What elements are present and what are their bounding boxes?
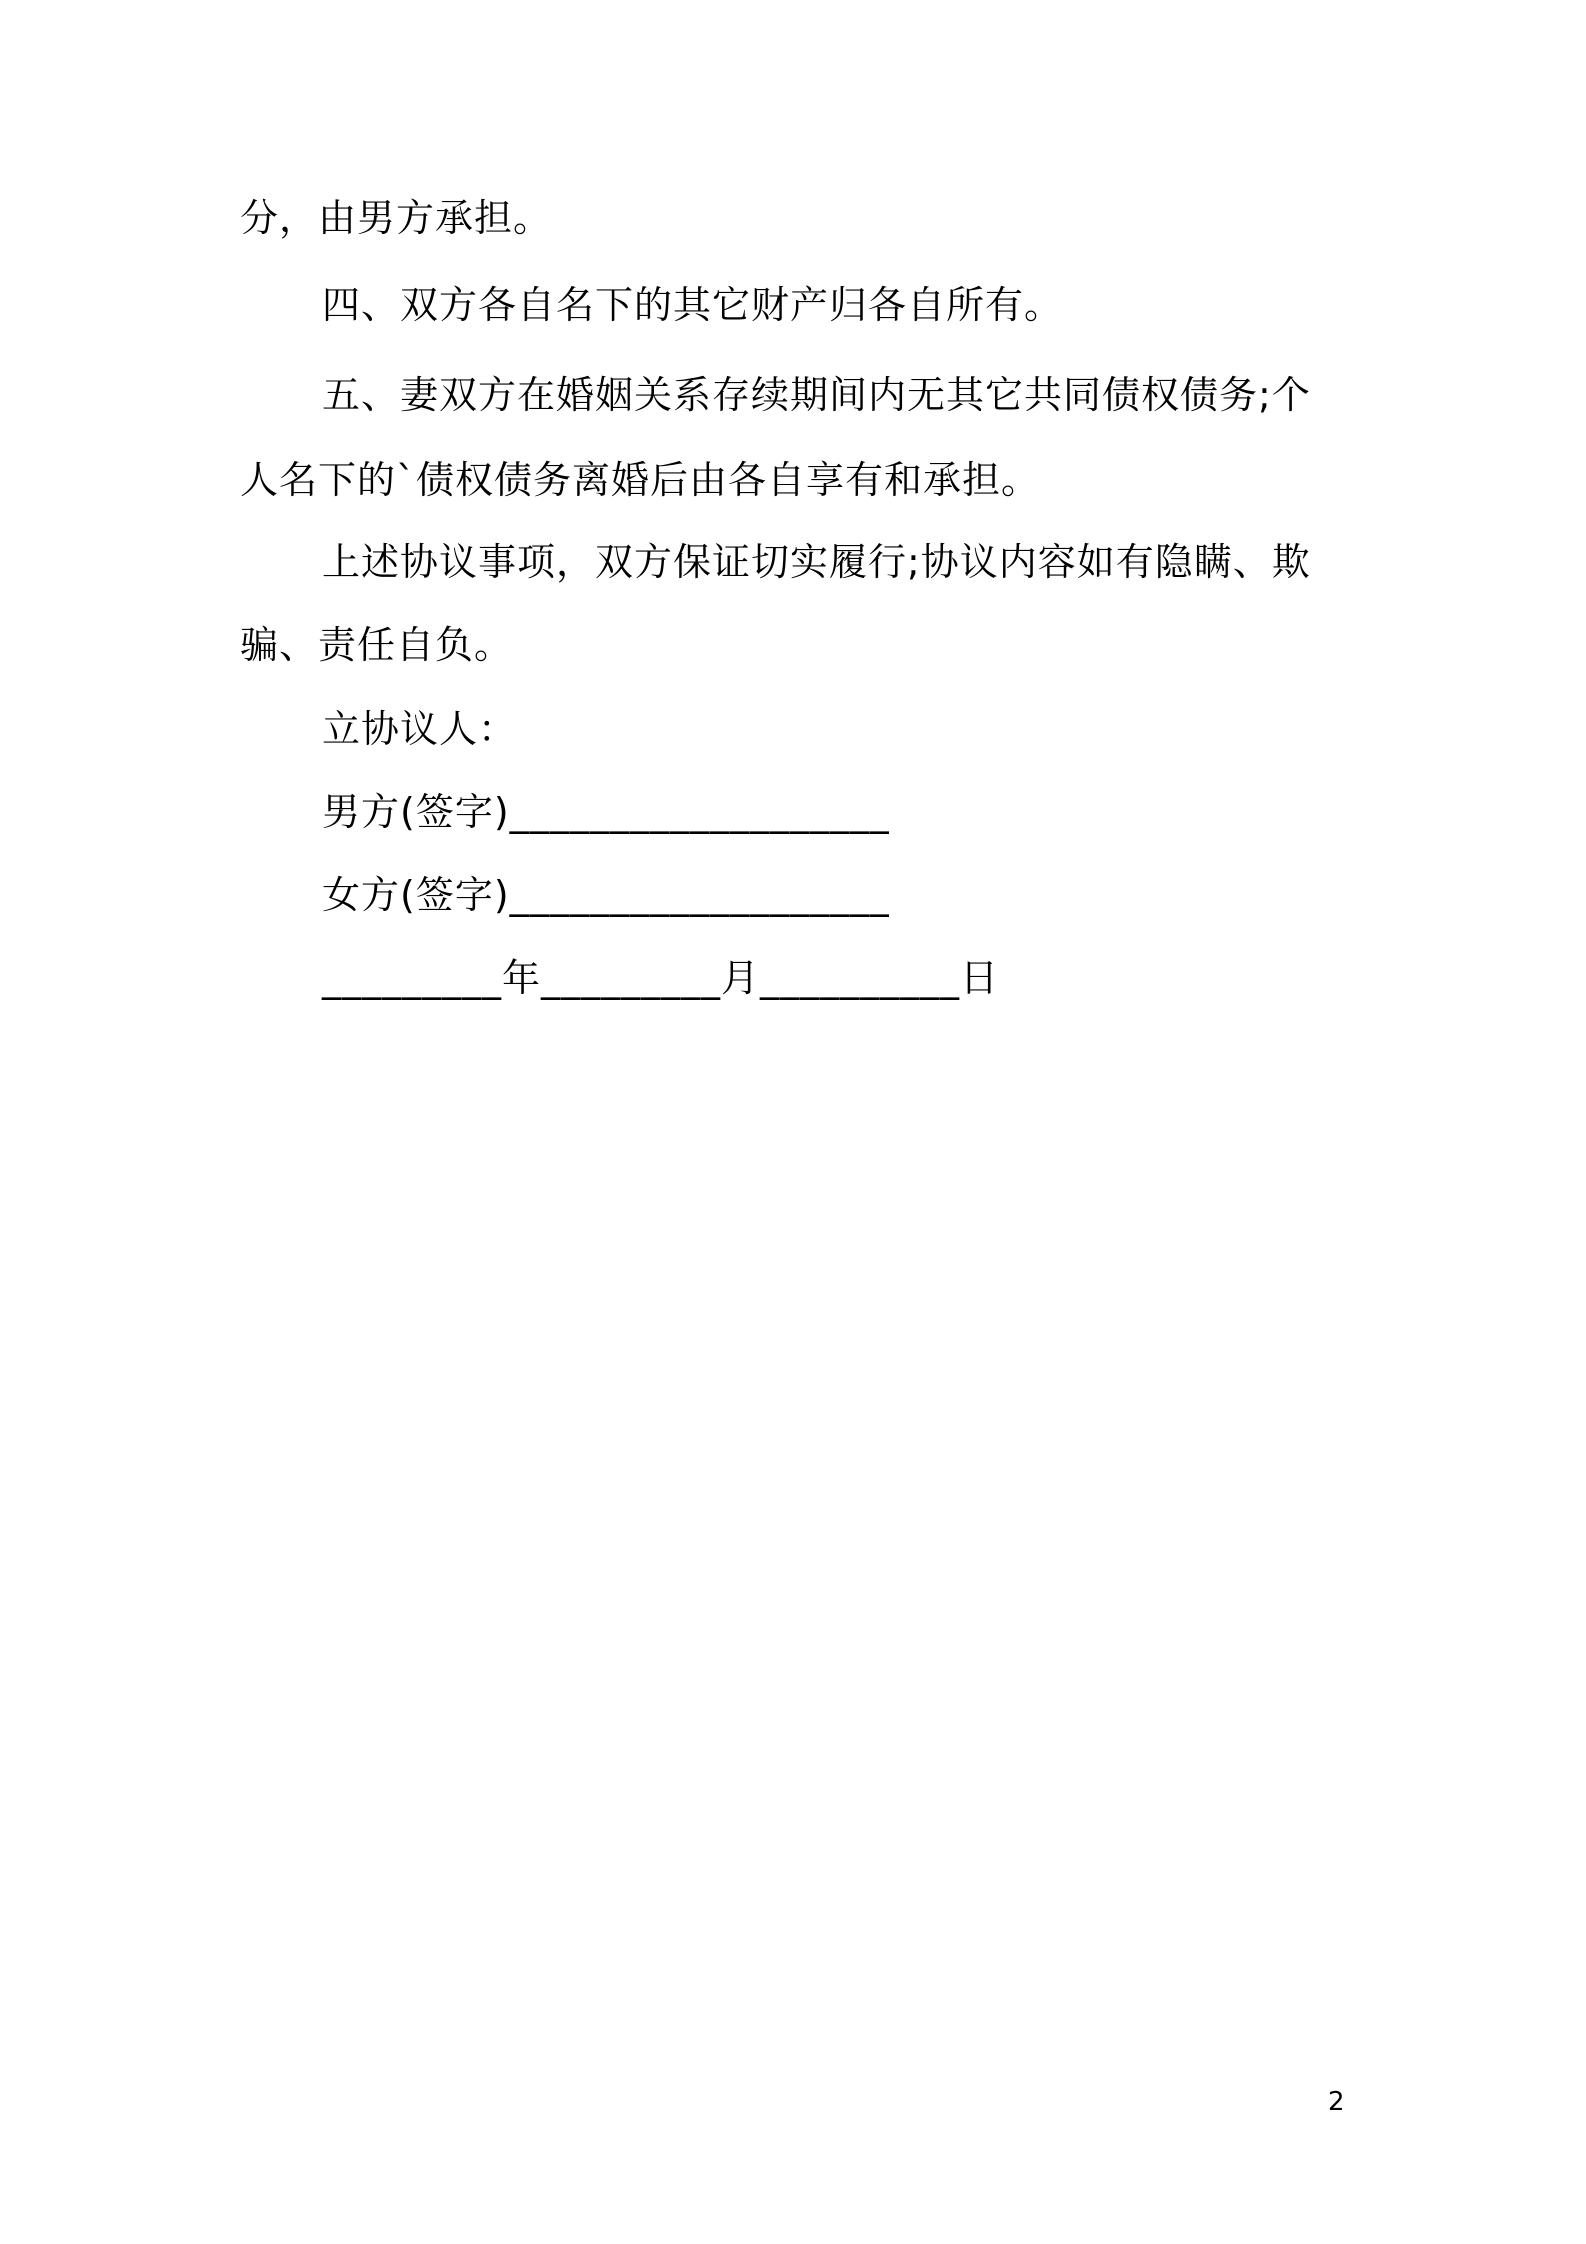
text-line: 人名下的`债权债务离婚后由各自享有和承担。 (240, 458, 1041, 502)
text-line: 骗、责任自负。 (240, 623, 514, 667)
female-signature-line: 女方(签字)___________________ (322, 873, 890, 917)
date-line: _________年_________月__________日 (322, 956, 1000, 1000)
text-line: 分，由男方承担。 (240, 196, 553, 240)
text-line: 四、双方各自名下的其它财产归各自所有。 (322, 283, 1064, 327)
page-number: 2 (1328, 2087, 1345, 2117)
male-signature-line: 男方(签字)___________________ (322, 790, 890, 834)
signatory-label: 立协议人： (322, 707, 518, 751)
text-line: 上述协议事项，双方保证切实履行;协议内容如有隐瞒、欺 (322, 540, 1311, 584)
text-line: 五、妻双方在婚姻关系存续期间内无其它共同债权债务;个 (322, 373, 1311, 417)
